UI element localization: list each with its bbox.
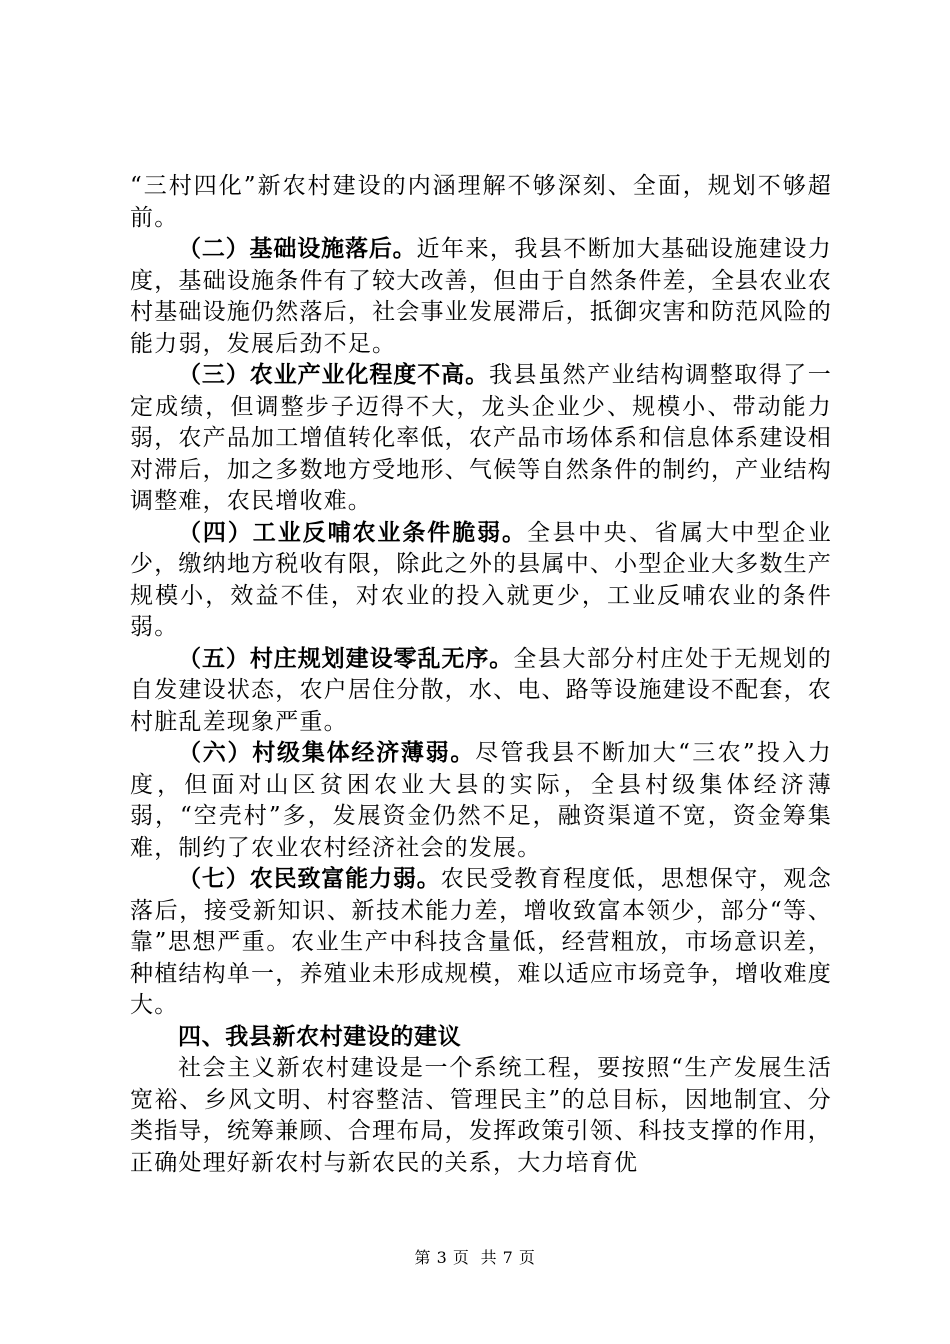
problem-heading-2: （二）基础设施落后。: [178, 236, 417, 262]
problem-paragraph-6: [130, 738, 832, 864]
page-footer: [0, 1245, 950, 1268]
section-4-title: 四、我县新农村建设的建议: [178, 1023, 462, 1050]
problem-body-2: 近年来，我县不断加大基础设施建设力度，基础设施条件有了较大改善，但由于自然条件差，全县农业农村基础设施仍然落后，社会事业发展滞后，抵御灾害和防范风险的能力弱，发展后劲不足。: [130, 236, 833, 357]
problem-body-7: 农民受教育程度低，思想保守，观念落后，接受新知识、新技术能力差，增收致富本领少，部分“等、靠”思想严重。农业生产中科技含量低，经营粗放，市场意识差，种植结构单一，养殖业未形成规模，难以适应市场竞争，增收难度大。: [130, 866, 832, 1018]
problem-heading-7: （七）农民致富能力弱。: [178, 866, 441, 892]
section-4-paragraph: 社会主义新农村建设是一个系统工程，要按照“生产发展生活宽裕、乡风文明、村容整洁、管理民主”的总目标，因地制宜、分类指导，统筹兼顾、合理布局，发挥政策引领、科技支撑的作用，正确处理好新农村与新农民的关系，大力培育优: [130, 1055, 832, 1176]
problem-heading-4: （四）工业反哺农业条件脆弱。: [178, 519, 527, 546]
problem-paragraph-3: [130, 360, 832, 518]
problem-heading-5: （五）村庄规划建设零乱无序。: [178, 645, 514, 672]
intro-paragraph: “三村四化”新农村建设的内涵理解不够深刻、全面，规划不够超前。: [130, 173, 832, 231]
problem-body-3: 我县虽然产业结构调整取得了一定成绩，但调整步子迈得不大，龙头企业少、规模小、带动能力弱，农产品加工增值转化率低，农产品市场体系和信息体系建设相对滞后，加之多数地方受地形、气候等自然条件的制约，产业结构调整难，农民增收难。: [130, 362, 832, 514]
problem-body-4: 全县中央、省属大中型企业少，缴纳地方税收有限，除此之外的县属中、小型企业大多数生产规模小，效益不佳，对农业的投入就更少，工业反哺农业的条件弱。: [130, 519, 833, 640]
page-number-label: 第 3 页 共 7 页: [414, 1248, 536, 1267]
problem-body-6: 尽管我县不断加大“三农”投入力度，但面对山区贫困农业大县的实际，全县村级集体经济薄弱，“空壳村”多，发展资金仍然不足，融资渠道不宽，资金筹集难，制约了农业农村经济社会的发展。: [130, 740, 832, 861]
problem-heading-3: （三）农业产业化程度不高。: [178, 362, 489, 388]
problem-heading-6: （六）村级集体经济薄弱。: [178, 740, 476, 766]
document-body: [130, 171, 832, 1179]
problem-paragraph-2: [130, 234, 832, 360]
problem-paragraph-7: [130, 864, 832, 1022]
problem-body-5: 全县大部分村庄处于无规划的自发建设状态，农户居住分散，水、电、路等设施建设不配套，农村脏乱差现象严重。: [130, 645, 832, 735]
problem-paragraph-5: [130, 644, 832, 739]
problem-paragraph-4: [130, 518, 832, 644]
